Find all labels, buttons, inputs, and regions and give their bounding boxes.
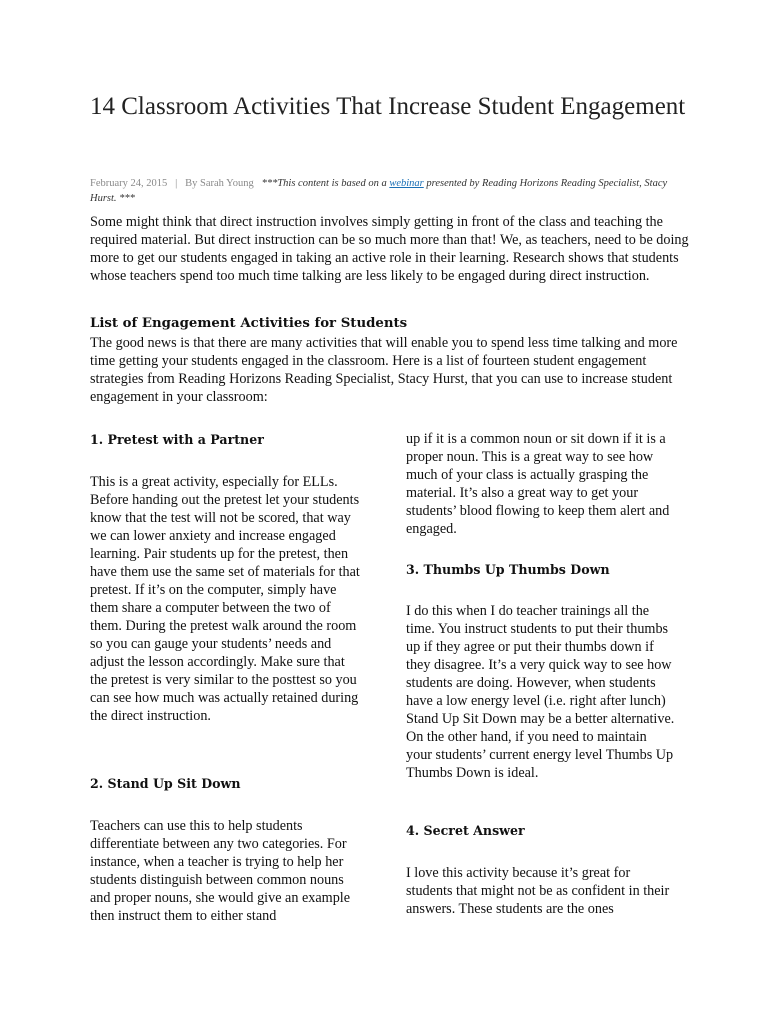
- intro-paragraph: Some might think that direct instruction involves simply getting in front of the class and teaching the required material. But direct instruction can be so much more than that! We, as teachers, need to be doing more to get our students engaged in taking an active role in their learning. Research shows that students whose teachers spend too much time talking are less likely to be engaged during direct instruction.: [90, 214, 689, 284]
- source-note-suffix: presented by Reading Horizons Reading Specialist, Stacy Hurst. ***: [90, 178, 668, 204]
- source-note-prefix: ***This content is based on a: [261, 178, 387, 189]
- section-body-1: This is a great activity, especially for ELLs. Before handing out the pretest let your students know that the test will not be scored, that way we can lower anxiety and increase engaged learning. Pair students up for the pretest, then have them use the same set of materials for that pretest. If it’s on the computer, simply have them share a computer between the two of them. During the pretest walk around the room so you can gauge your students’ needs and adjust the lesson accordingly. Make sure that the pretest is very similar to the posttest so you can see how much was actually retained during the direct instruction.: [90, 474, 360, 724]
- article-title: 14 Classroom Activities That Increase Student Engagement: [90, 93, 686, 120]
- article-meta: [90, 177, 670, 206]
- meta-separator: |: [175, 178, 178, 189]
- section-body-3: I do this when I do teacher trainings all the time. You instruct students to put their thumbs up if they agree or put their thumbs down if they disagree. It’s a very quick way to see how students are doing. However, when students have a low energy level (i.e. right after lunch) Stand Up Sit Down may be a better alternative. On the other hand, if you need to maintain your students’ current energy level Thumbs Up Thumbs Down is ideal.: [406, 603, 675, 781]
- post-date: February 24, 2015: [90, 178, 168, 189]
- list-intro-paragraph: The good news is that there are many activities that will enable you to spend less time talking and more time getting your students engaged in the classroom. Here is a list of fourteen student engagement strategies from Reading Horizons Reading Specialist, Stacy Hurst, that you can use to increase student engagement in your classroom:: [90, 335, 678, 405]
- section-body-4: I love this activity because it’s great for students that might not be as confident in their answers. These students are the ones: [406, 865, 670, 917]
- list-heading: List of Engagement Activities for Students: [90, 316, 408, 331]
- section-heading-3: 3. Thumbs Up Thumbs Down: [406, 562, 610, 577]
- post-author: By Sarah Young: [185, 178, 254, 189]
- section-heading-4: 4. Secret Answer: [406, 823, 525, 838]
- section-body-2-continued: up if it is a common noun or sit down if it is a proper noun. This is a great way to see how much of your class is actually grasping the material. It’s also a great way to get your students’ blood flowing to keep them alert and engaged.: [406, 431, 670, 537]
- section-body-2: Teachers can use this to help students differentiate between any two categories. For instance, when a teacher is trying to help her students distinguish between common nouns and proper nouns, she would give an example then instruct them to either stand: [90, 818, 351, 924]
- webinar-link[interactable]: webinar: [389, 178, 424, 189]
- section-heading-1: 1. Pretest with a Partner: [90, 432, 264, 447]
- section-heading-2: 2. Stand Up Sit Down: [90, 776, 241, 791]
